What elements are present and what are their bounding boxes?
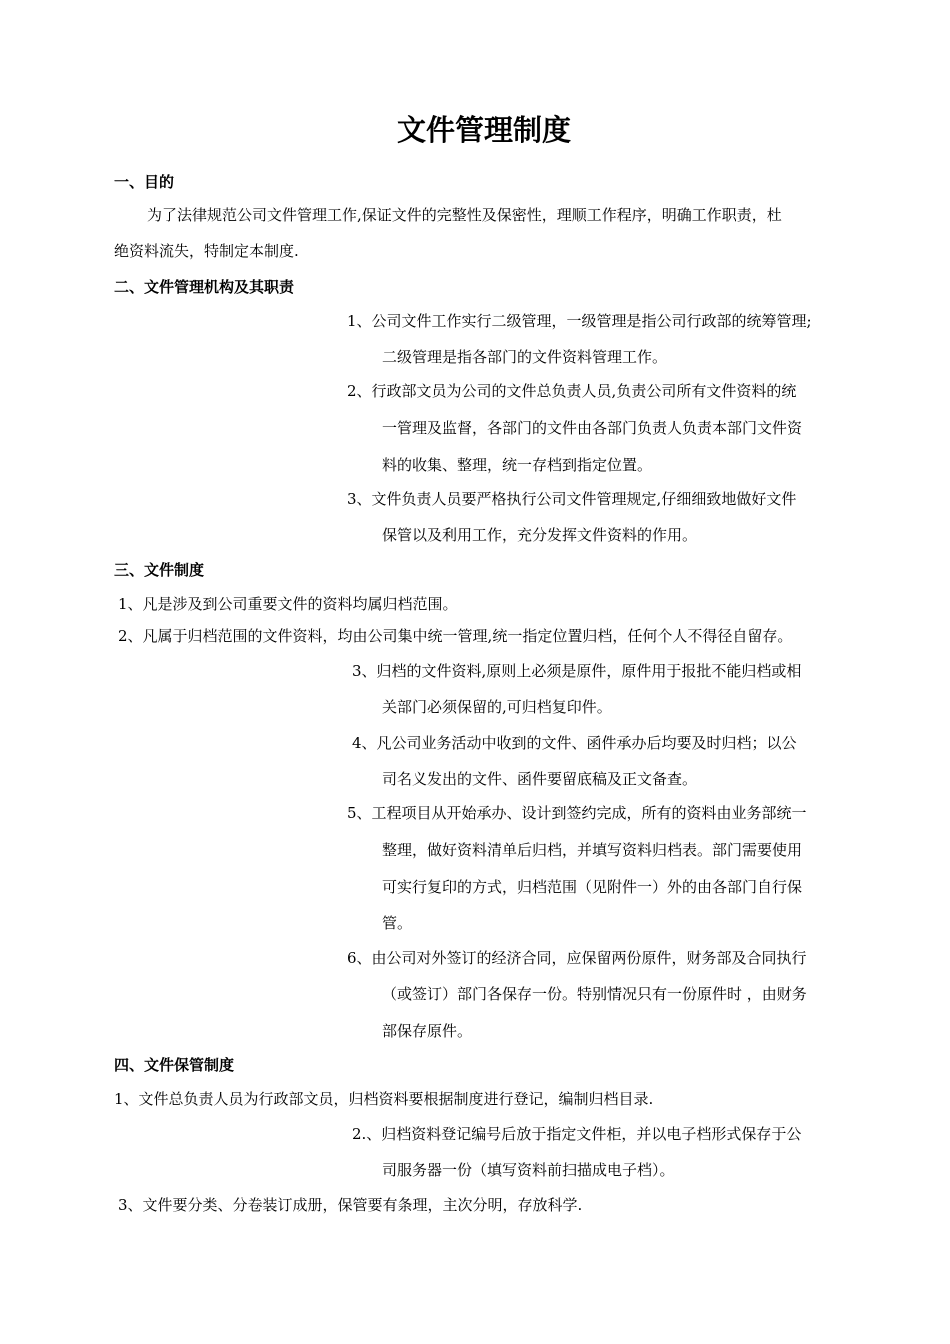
section-2-heading: 二、文件管理机构及其职责 bbox=[114, 278, 295, 296]
section-3-item-3-line-2: 关部门必须保留的,可归档复印件。 bbox=[382, 698, 612, 716]
section-3-item-1: 1、凡是涉及到公司重要文件的资料均属归档范围。 bbox=[118, 595, 458, 613]
section-2-item-2-line-1: 2、行政部文员为公司的文件总负责人员,负责公司所有文件资料的统 bbox=[347, 382, 797, 400]
section-4-item-3: 3、文件要分类、分卷装订成册，保管要有条理，主次分明，存放科学. bbox=[118, 1196, 583, 1214]
section-3-item-4-line-2: 司名义发出的文件、函件要留底稿及正文备查。 bbox=[382, 770, 698, 788]
document-title: 文件管理制度 bbox=[396, 113, 571, 147]
section-3-item-5-line-2: 整理，做好资料清单后归档，并填写资料归档表。部门需要使用 bbox=[382, 841, 803, 859]
section-3-item-5-line-1: 5、工程项目从开始承办、设计到签约完成，所有的资料由业务部统一 bbox=[347, 804, 807, 822]
section-2-item-1-line-1: 1、公司文件工作实行二级管理，一级管理是指公司行政部的统筹管理; bbox=[347, 312, 812, 330]
section-2-item-2-line-3: 料的收集、整理，统一存档到指定位置。 bbox=[382, 456, 653, 474]
section-3-item-5-line-3: 可实行复印的方式，归档范围（见附件一）外的由各部门自行保 bbox=[382, 878, 803, 896]
section-4-item-2-line-2: 司服务器一份（填写资料前扫描成电子档）。 bbox=[382, 1161, 675, 1179]
section-3-item-3-line-1: 3、归档的文件资料,原则上必须是原件，原件用于报批不能归档或相 bbox=[352, 662, 802, 680]
section-4-item-2-line-1: 2.、归档资料登记编号后放于指定文件柜，并以电子档形式保存于公 bbox=[352, 1125, 802, 1143]
section-3-item-2: 2、凡属于归档范围的文件资料，均由公司集中统一管理,统一指定位置归档，任何个人不得径自留存。 bbox=[118, 627, 793, 645]
section-3-heading: 三、文件制度 bbox=[114, 561, 205, 579]
section-1-paragraph-line-1: 为了法律规范公司文件管理工作,保证文件的完整性及保密性，理顺工作程序，明确工作职责，杜 bbox=[147, 206, 782, 224]
section-3-item-5-line-4: 管。 bbox=[382, 914, 413, 932]
section-3-item-6-line-3: 部保存原件。 bbox=[382, 1022, 473, 1040]
section-2-item-3-line-2: 保管以及利用工作，充分发挥文件资料的作用。 bbox=[382, 526, 698, 544]
section-3-item-6-line-1: 6、由公司对外签订的经济合同，应保留两份原件，财务部及合同执行 bbox=[347, 949, 807, 967]
section-3-item-4-line-1: 4、凡公司业务活动中收到的文件、函件承办后均要及时归档；以公 bbox=[352, 734, 797, 752]
section-2-item-2-line-2: 一管理及监督，各部门的文件由各部门负责人负责本部门文件资 bbox=[382, 419, 803, 437]
section-3-item-6-line-2: （或签订）部门各保存一份。特别情况只有一份原件时 ，由财务 bbox=[382, 985, 807, 1003]
section-4-heading: 四、文件保管制度 bbox=[114, 1056, 235, 1074]
section-4-item-1: 1、文件总负责人员为行政部文员，归档资料要根据制度进行登记，编制归档目录. bbox=[114, 1090, 654, 1108]
section-1-paragraph-line-2: 绝资料流失，特制定本制度. bbox=[114, 242, 299, 260]
section-1-heading: 一、目的 bbox=[114, 173, 175, 191]
section-2-item-3-line-1: 3、文件负责人员要严格执行公司文件管理规定,仔细细致地做好文件 bbox=[347, 490, 797, 508]
section-2-item-1-line-2: 二级管理是指各部门的文件资料管理工作。 bbox=[382, 348, 668, 366]
